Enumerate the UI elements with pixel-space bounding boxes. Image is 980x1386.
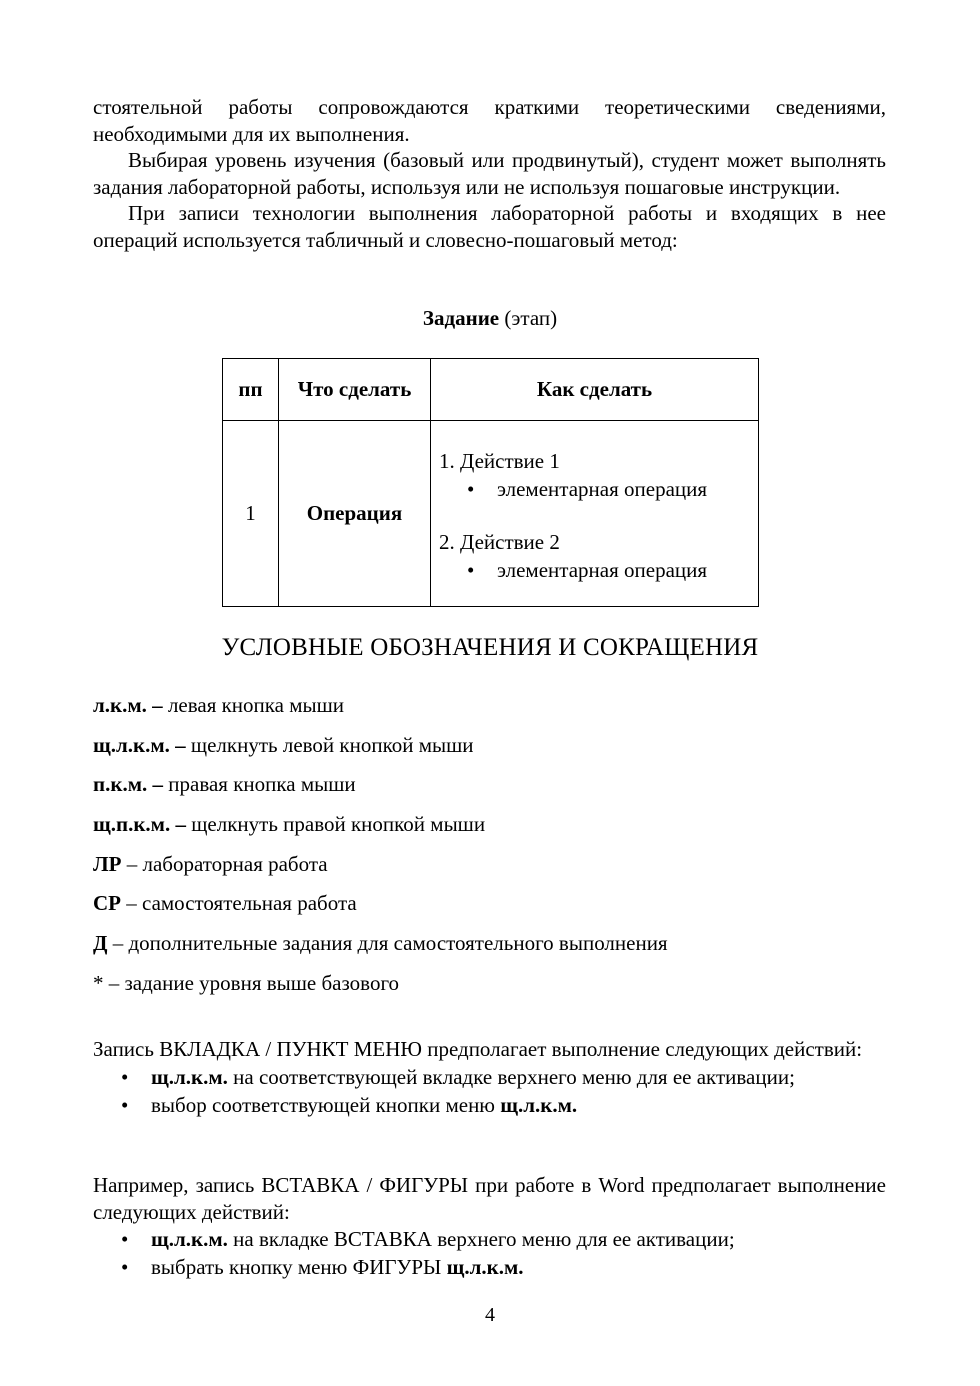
list-item — [121, 1253, 886, 1281]
abbr-definition: щелкнуть левой кнопкой мыши — [185, 732, 474, 757]
abbr-definition: левая кнопка мыши — [162, 693, 345, 717]
step-2-action: 2. Действие 2 — [439, 530, 560, 554]
step-2 — [439, 528, 750, 584]
bullet-icon: • — [121, 1255, 129, 1279]
row-number: 1 — [223, 421, 279, 607]
step-1-bullet-text: элементарная операция — [497, 477, 708, 501]
bullet-icon: • — [121, 1064, 129, 1089]
step-2-bullet — [439, 556, 750, 584]
list-item — [93, 929, 668, 969]
intro-paragraph-3: При записи технологии выполнения лабораторной работы и входящих в нее операций используется табличный и словесно-пошаговый метод: — [93, 201, 886, 252]
table-row — [223, 421, 759, 607]
row-what-label: Операция — [306, 501, 403, 525]
menu-notation-list — [93, 1063, 886, 1119]
example-intro: Например, запись ВСТАВКА / ФИГУРЫ при работе в Word предполагает выполнение следующих действий: — [93, 1173, 886, 1224]
example-item-2-bold: щ.л.к.м. — [446, 1255, 524, 1279]
step-2-bullet-text: элементарная операция — [497, 558, 708, 582]
page-number: 4 — [485, 1304, 495, 1326]
abbr-term: ЛР — [93, 851, 122, 876]
list-item — [121, 1063, 886, 1091]
table-header-row — [223, 359, 759, 421]
list-item — [93, 810, 668, 850]
list-item — [93, 770, 668, 810]
list-item — [121, 1091, 886, 1119]
bullet-icon: • — [467, 558, 475, 582]
step-1-action: 1. Действие 1 — [439, 449, 560, 473]
example-block — [93, 1172, 886, 1281]
abbr-definition: * – задание уровня выше базового — [93, 970, 400, 995]
step-1 — [439, 447, 750, 503]
menu-item-2-bold: щ.л.к.м. — [500, 1092, 578, 1117]
example-item-1-text: на вкладке ВСТАВКА верхнего меню для ее активации; — [227, 1227, 735, 1251]
menu-item-1-bold: щ.л.к.м. — [151, 1064, 228, 1089]
bullet-icon: • — [121, 1227, 129, 1251]
menu-notation-intro: Запись ВКЛАДКА / ПУНКТ МЕНЮ предполагает выполнение следующих действий: — [93, 1037, 863, 1061]
abbr-term: щ.л.к.м. – — [93, 732, 186, 757]
abbr-definition: – дополнительные задания для самостоятельного выполнения — [107, 931, 668, 956]
intro-paragraph-1: стоятельной работы сопровождаются краткими теоретическими сведениями, необходимыми для их выполнения. — [93, 95, 886, 146]
bullet-icon: • — [467, 477, 475, 501]
header-how: Как сделать — [431, 359, 759, 421]
row-how — [431, 421, 759, 607]
task-title — [0, 306, 980, 331]
abbr-term: л.к.м. – — [93, 693, 163, 717]
example-item-1-bold: щ.л.к.м. — [151, 1227, 228, 1251]
example-item-2-text: выбрать кнопку меню ФИГУРЫ — [151, 1255, 447, 1279]
abbr-term: п.к.м. – — [93, 772, 164, 797]
list-item — [93, 731, 668, 771]
menu-item-2-text: выбор соответствующей кнопки меню — [151, 1092, 501, 1117]
abbr-term: СР — [93, 891, 121, 916]
abbr-definition: – лабораторная работа — [121, 851, 328, 876]
abbr-definition: щелкнуть правой кнопкой мыши — [185, 812, 486, 837]
header-what: Что сделать — [279, 359, 431, 421]
abbr-definition: правая кнопка мыши — [163, 772, 356, 797]
list-item — [93, 691, 668, 731]
abbreviation-list — [93, 691, 668, 1009]
abbr-term: Д — [93, 931, 108, 956]
abbr-definition: – самостоятельная работа — [121, 891, 357, 916]
list-item — [121, 1225, 886, 1253]
method-table — [222, 358, 759, 607]
intro-paragraph-2: Выбирая уровень изучения (базовый или продвинутый), студент может выполнять задания лабораторной работы, используя или не используя пошаговые инструкции. — [93, 148, 886, 199]
menu-item-1-text: на соответствующей вкладке верхнего меню для ее активации; — [227, 1064, 795, 1089]
example-list — [93, 1225, 886, 1281]
list-item — [93, 889, 668, 929]
section-heading: УСЛОВНЫЕ ОБОЗНАЧЕНИЯ И СОКРАЩЕНИЯ — [221, 634, 759, 661]
task-title-rest: (этап) — [499, 306, 558, 330]
abbr-term: щ.п.к.м. – — [93, 812, 186, 837]
list-item — [93, 850, 668, 890]
task-title-bold: Задание — [422, 306, 500, 330]
bullet-icon: • — [121, 1092, 129, 1117]
menu-notation-block — [93, 1036, 886, 1119]
list-item — [93, 969, 668, 1009]
header-number: пп — [223, 359, 279, 421]
row-what — [279, 421, 431, 607]
intro-text — [93, 94, 886, 253]
step-1-bullet — [439, 475, 750, 503]
